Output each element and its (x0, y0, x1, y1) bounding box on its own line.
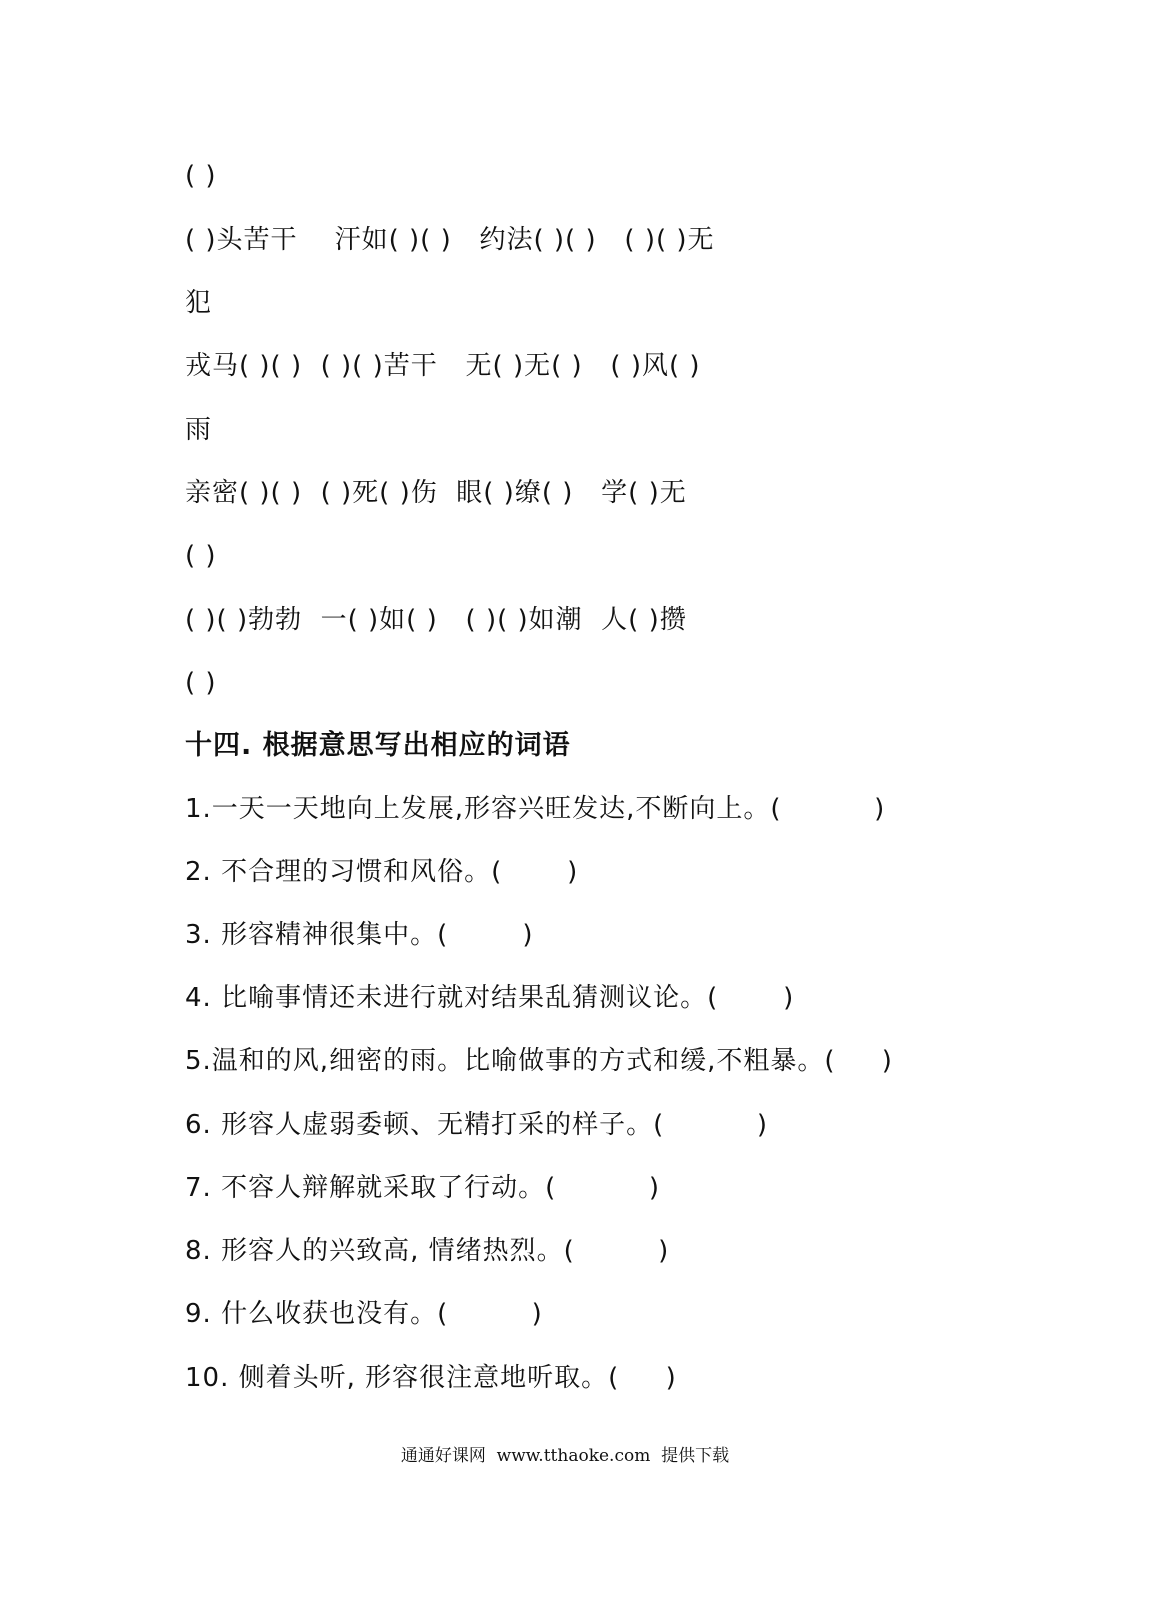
idiom-line-8: ( )( )勃勃 一( )如( ) ( )( )如潮 人( )攒 (185, 605, 687, 635)
footer-credit: 通通好课网 www.tthaoke.com 提供下载 (400, 1446, 730, 1466)
question-7: 7. 不容人辩解就采取了行动。( ) (185, 1173, 661, 1203)
idiom-line-3: 犯 (185, 288, 213, 318)
idiom-line-5: 雨 (185, 415, 213, 445)
question-1: 1.一天一天地向上发展,形容兴旺发达,不断向上。( ) (185, 794, 886, 824)
idiom-line-1: ( ) (185, 161, 217, 191)
question-3: 3. 形容精神很集中。( ) (185, 920, 534, 950)
question-9: 9. 什么收获也没有。( ) (185, 1299, 543, 1329)
idiom-line-7: ( ) (185, 541, 217, 571)
idiom-line-2: ( )头苦干 汗如( )( ) 约法( )( ) ( )( )无 (185, 225, 715, 255)
question-10: 10. 侧着头听, 形容很注意地听取。( ) (185, 1363, 677, 1393)
idiom-line-4: 戎马( )( ) ( )( )苦干 无( )无( ) ( )风( ) (185, 351, 701, 381)
question-8: 8. 形容人的兴致高, 情绪热烈。( ) (185, 1236, 670, 1266)
idiom-line-6: 亲密( )( ) ( )死( )伤 眼( )缭( ) 学( )无 (185, 478, 687, 508)
question-6: 6. 形容人虚弱委顿、无精打采的样子。( ) (185, 1110, 769, 1140)
question-4: 4. 比喻事情还未进行就对结果乱猜测议论。( ) (185, 983, 795, 1013)
question-5: 5.温和的风,细密的雨。比喻做事的方式和缓,不粗暴。( ) (185, 1046, 893, 1076)
question-2: 2. 不合理的习惯和风俗。( ) (185, 857, 579, 887)
idiom-line-9: ( ) (185, 668, 217, 698)
section-heading: 十四. 根据意思写出相应的词语 (185, 730, 571, 761)
